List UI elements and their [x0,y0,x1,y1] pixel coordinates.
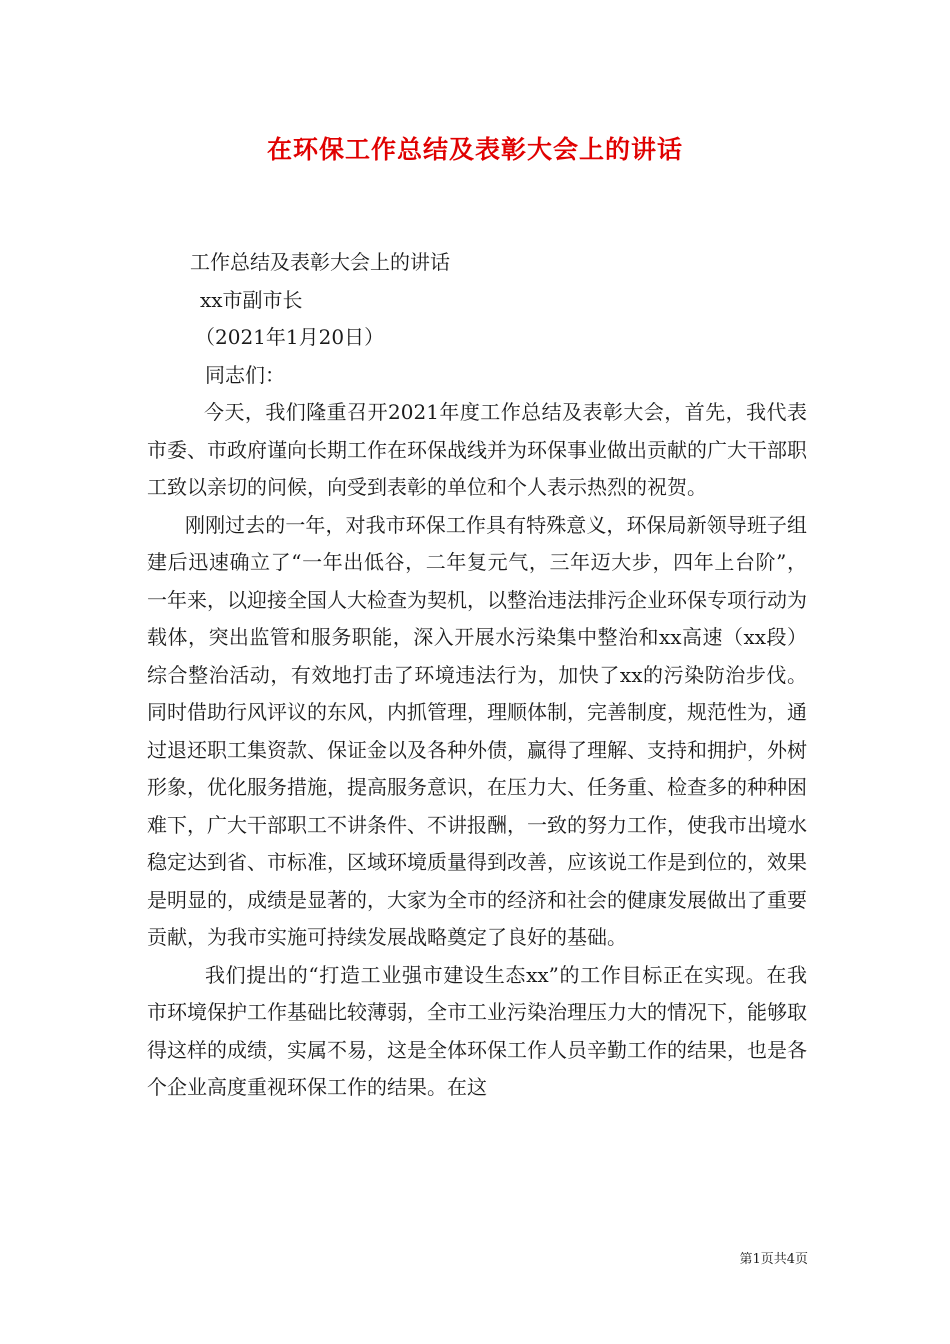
page-indicator: 第1页共4页 [739,1252,808,1267]
paragraph: 刚刚过去的一年，对我市环保工作具有特殊意义，环保局新领导班子组建后迅速确立了“一年出低谷，二年复元气，三年迈大步，四年上台阶”，一年来，以迎接全国人大检查为契机，以整治违法排污企业环保专项行动为载体，突出监管和服务职能，深入开展水污染集中整治和xx高速（xx段）综合整治活动，有效地打击了环境违法行为，加快了xx的污染防治步伐。同时借助行风评议的东风，内抓管理，理顺体制，完善制度，规范性为，通过退还职工集资款、保证金以及各种外债，赢得了理解、支持和拥护，外树形象，优化服务措施，提高服务意识，在压力大、任务重、检查多的种种困难下，广大干部职工不讲条件、不讲报酬，一致的努力工作，使我市出境水稳定达到省、市标准，区域环境质量得到改善，应该说工作是到位的，效果是明显的，成绩是显著的，大家为全市的经济和社会的健康发展做出了重要贡献，为我市实施可持续发展战略奠定了良好的基础。 [147,512,807,949]
salutation: 同志们： [205,362,285,387]
paragraph: 我们提出的“打造工业强市建设生态xx”的工作目标正在实现。在我市环境保护工作基础比较薄弱，全市工业污染治理压力大的情况下，能够取得这样的成绩，实属不易，这是全体环保工作人员辛勤工作的结果，也是各个企业高度重视环保工作的结果。在这 [147,962,807,1099]
paragraph: 今天，我们隆重召开2021年度工作总结及表彰大会，首先，我代表市委、市政府谨向长期工作在环保战线并为环保事业做出贡献的广大干部职工致以亲切的问候，向受到表彰的单位和个人表示热烈的祝贺。 [147,400,807,499]
subtitle: 工作总结及表彰大会上的讲话 [190,250,450,274]
speech-date: （2021年1月20日） [195,325,385,349]
speaker: xx市副市长 [200,287,303,312]
document-title: 在环保工作总结及表彰大会上的讲话 [266,135,683,164]
document-body [147,244,807,1107]
